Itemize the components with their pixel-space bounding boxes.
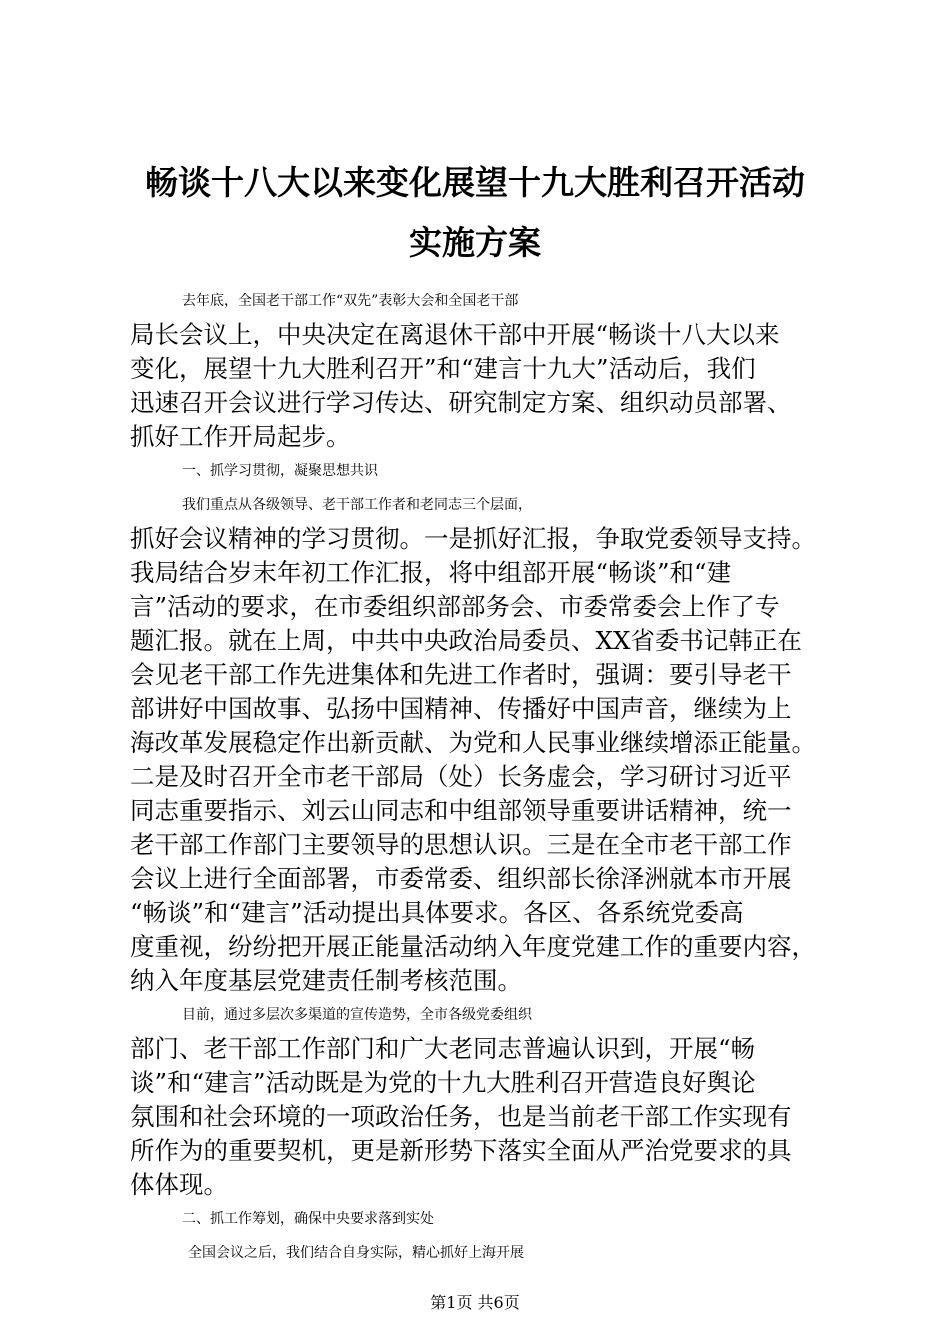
body-line: 言”活动的要求，在市委组织部部务会、市委常委会上作了专	[130, 592, 780, 621]
body-line: 所作为的重要契机，更是新形势下落实全面从严治党要求的具	[130, 1136, 792, 1165]
body-line: 海改革发展稳定作出新贡献、为党和人民事业继续增添正能量。	[130, 728, 816, 757]
body-line: 二是及时召开全市老干部局（处）长务虚会，学习研讨习近平	[130, 762, 792, 791]
body-line: 抓好会议精神的学习贯彻。一是抓好汇报，争取党委领导支持。	[130, 524, 816, 553]
body-line: 抓好工作开局起步。	[130, 422, 351, 451]
body-line: 部讲好中国故事、弘扬中国精神、传播好中国声音，继续为上	[130, 694, 792, 723]
body-line: 部门、老干部工作部门和广大老同志普遍认识到，开展“畅	[130, 1034, 756, 1063]
document-title-line-2: 实施方案	[409, 223, 541, 262]
section-heading: 二、抓工作筹划，确保中央要求落到实处	[182, 1211, 434, 1227]
body-line: 去年底，全国老干部工作“双先”表彰大会和全国老干部	[182, 293, 519, 309]
body-line: 度重视，纷纷把开展正能量活动纳入年度党建工作的重要内容，	[130, 932, 816, 961]
page-number-footer: 第1页 共6页	[430, 1293, 520, 1312]
body-line: 纳入年度基层党建责任制考核范围。	[130, 966, 522, 995]
body-line: 体体现。	[130, 1170, 228, 1199]
body-line: 全国会议之后，我们结合自身实际，精心抓好上海开展	[188, 1245, 524, 1261]
section-heading: 一、抓学习贯彻，凝聚思想共识	[182, 463, 378, 479]
body-line: 变化，展望十九大胜利召开”和“建言十九大”活动后，我们	[130, 354, 756, 383]
body-line: 我们重点从各级领导、老干部工作者和老同志三个层面，	[182, 497, 532, 513]
body-line: 题汇报。就在上周，中共中央政治局委员、XX省委书记韩正在	[130, 626, 802, 655]
body-line: 局长会议上，中央决定在离退休干部中开展“畅谈十八大以来	[130, 320, 780, 349]
body-line: 老干部工作部门主要领导的思想认识。三是在全市老干部工作	[130, 830, 792, 859]
document-title-line-1: 畅谈十八大以来变化展望十九大胜利召开活动	[145, 163, 805, 202]
body-line: 氛围和社会环境的一项政治任务，也是当前老干部工作实现有	[130, 1102, 792, 1131]
body-line: “畅谈”和“建言”活动提出具体要求。各区、各系统党委高	[130, 898, 744, 927]
body-line: 迅速召开会议进行学习传达、研究制定方案、组织动员部署、	[130, 388, 792, 417]
body-line: 同志重要指示、刘云山同志和中组部领导重要讲话精神，统一	[130, 796, 792, 825]
body-line: 会议上进行全面部署，市委常委、组织部长徐泽洲就本市开展	[130, 864, 792, 893]
body-line: 会见老干部工作先进集体和先进工作者时，强调：要引导老干	[130, 660, 792, 689]
body-line: 谈”和“建言”活动既是为党的十九大胜利召开营造良好舆论	[130, 1068, 756, 1097]
body-line: 我局结合岁末年初工作汇报，将中组部开展“畅谈”和“建	[130, 558, 732, 587]
body-line: 目前，通过多层次多渠道的宣传造势，全市各级党委组织	[182, 1007, 532, 1023]
